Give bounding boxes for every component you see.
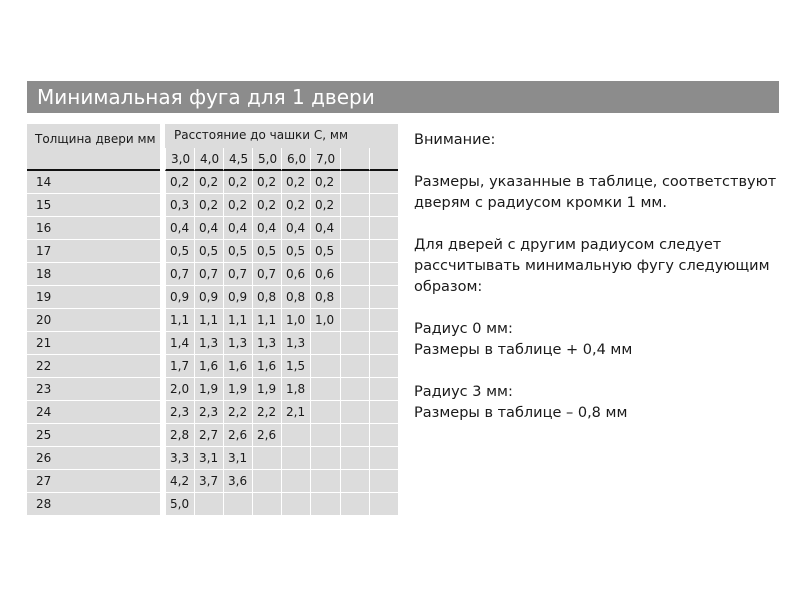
gap-value-cell: [310, 424, 340, 447]
empty-cell: [369, 447, 398, 470]
gap-value-cell: 1,6: [252, 355, 281, 378]
gap-value-cell: [310, 493, 340, 516]
radius-0-title: Радиус 0 мм:: [414, 321, 513, 337]
gap-value-cell: 1,3: [281, 332, 310, 355]
table-row: [27, 286, 398, 309]
gap-value-cell: 0,9: [165, 286, 194, 309]
distance-value: 6,0: [281, 148, 310, 171]
table-row: [27, 171, 398, 194]
table-row: [27, 470, 398, 493]
gap-value-cell: 0,2: [223, 171, 252, 194]
gap-value-cell: 1,3: [223, 332, 252, 355]
gap-value-cell: 1,8: [281, 378, 310, 401]
gap-value-cell: 1,6: [194, 355, 223, 378]
gap-value-cell: 0,7: [223, 263, 252, 286]
gap-value-cell: 1,9: [194, 378, 223, 401]
gap-value-cell: 0,5: [281, 240, 310, 263]
gap-table-grid: [27, 124, 398, 516]
gap-value-cell: 1,9: [252, 378, 281, 401]
notes-panel: [414, 130, 794, 445]
empty-cell: [369, 493, 398, 516]
table-row: [27, 263, 398, 286]
gap-value-cell: 2,1: [281, 401, 310, 424]
thickness-cell: 24: [27, 401, 160, 424]
gap-value-cell: 0,2: [252, 171, 281, 194]
thickness-cell: 21: [27, 332, 160, 355]
empty-cell: [369, 355, 398, 378]
gap-value-cell: 2,8: [165, 424, 194, 447]
note-line: Для дверей с другим радиусом следует: [414, 237, 722, 253]
empty-cell: [369, 263, 398, 286]
gap-value-cell: [310, 332, 340, 355]
gap-value-cell: [310, 355, 340, 378]
empty-cell: [369, 148, 398, 171]
gap-value-cell: 3,7: [194, 470, 223, 493]
radius-0-text: Размеры в таблице + 0,4 мм: [414, 342, 633, 358]
table-row: [27, 309, 398, 332]
empty-cell: [340, 309, 369, 332]
radius-3-text: Размеры в таблице – 0,8 мм: [414, 405, 628, 421]
note-line: рассчитывать минимальную фугу следующим: [414, 258, 770, 274]
gap-value-cell: 0,6: [310, 263, 340, 286]
note-line: Размеры, указанные в таблице, соответствуют: [414, 174, 777, 190]
page-title: Минимальная фуга для 1 двери: [27, 81, 779, 113]
gap-value-cell: 0,2: [223, 194, 252, 217]
thickness-cell: 14: [27, 171, 160, 194]
gap-value-cell: 1,1: [165, 309, 194, 332]
gap-value-cell: 1,3: [194, 332, 223, 355]
note-line: образом:: [414, 279, 483, 295]
gap-value-cell: 0,7: [252, 263, 281, 286]
distance-value: 4,5: [223, 148, 252, 171]
gap-value-cell: 0,7: [194, 263, 223, 286]
gap-value-cell: [281, 470, 310, 493]
table-row: [27, 493, 398, 516]
empty-cell: [340, 194, 369, 217]
gap-value-cell: 0,4: [165, 217, 194, 240]
gap-value-cell: 0,2: [281, 194, 310, 217]
gap-value-cell: [281, 493, 310, 516]
table-row: [27, 217, 398, 240]
gap-value-cell: [252, 470, 281, 493]
gap-value-cell: [252, 493, 281, 516]
thickness-cell: 23: [27, 378, 160, 401]
empty-cell: [369, 424, 398, 447]
empty-cell: [340, 332, 369, 355]
empty-cell: [340, 263, 369, 286]
thickness-cell: 28: [27, 493, 160, 516]
gap-value-cell: [310, 378, 340, 401]
empty-cell: [340, 286, 369, 309]
empty-cell: [369, 309, 398, 332]
empty-cell: [369, 240, 398, 263]
thickness-cell: 26: [27, 447, 160, 470]
radius-3-title: Радиус 3 мм:: [414, 384, 513, 400]
gap-value-cell: 0,2: [310, 171, 340, 194]
gap-value-cell: 1,1: [252, 309, 281, 332]
gap-value-cell: [281, 447, 310, 470]
thickness-cell: 18: [27, 263, 160, 286]
gap-value-cell: 0,9: [223, 286, 252, 309]
empty-cell: [340, 493, 369, 516]
gap-value-cell: 4,2: [165, 470, 194, 493]
gap-value-cell: [194, 493, 223, 516]
empty-cell: [369, 171, 398, 194]
table-row: [27, 424, 398, 447]
empty-cell: [340, 171, 369, 194]
gap-value-cell: 2,3: [165, 401, 194, 424]
table-row: [27, 332, 398, 355]
empty-cell: [340, 424, 369, 447]
gap-value-cell: [252, 447, 281, 470]
gap-value-cell: 0,2: [194, 171, 223, 194]
distance-value: 4,0: [194, 148, 223, 171]
thickness-cell: 25: [27, 424, 160, 447]
table-row: [27, 355, 398, 378]
gap-value-cell: 1,9: [223, 378, 252, 401]
thickness-cell: 15: [27, 194, 160, 217]
gap-value-cell: 2,6: [223, 424, 252, 447]
gap-value-cell: 1,6: [223, 355, 252, 378]
gap-value-cell: 0,2: [281, 171, 310, 194]
table-row: [27, 447, 398, 470]
empty-cell: [340, 240, 369, 263]
empty-cell: [340, 447, 369, 470]
empty-cell: [340, 401, 369, 424]
gap-value-cell: 2,7: [194, 424, 223, 447]
gap-value-cell: 3,1: [194, 447, 223, 470]
gap-value-cell: [310, 447, 340, 470]
notes-heading: Внимание:: [414, 132, 496, 148]
empty-cell: [340, 217, 369, 240]
gap-value-cell: 1,0: [310, 309, 340, 332]
gap-value-cell: 0,5: [223, 240, 252, 263]
empty-cell: [369, 194, 398, 217]
empty-cell: [340, 378, 369, 401]
gap-value-cell: 1,5: [281, 355, 310, 378]
thickness-cell: 27: [27, 470, 160, 493]
gap-value-cell: 5,0: [165, 493, 194, 516]
empty-cell: [340, 355, 369, 378]
thickness-cell: 16: [27, 217, 160, 240]
gap-value-cell: 0,2: [194, 194, 223, 217]
empty-cell: [369, 286, 398, 309]
gap-value-cell: 0,2: [252, 194, 281, 217]
gap-table: [27, 124, 395, 516]
empty-cell: [369, 378, 398, 401]
gap-value-cell: 0,5: [252, 240, 281, 263]
gap-value-cell: 0,2: [310, 194, 340, 217]
table-row: [27, 401, 398, 424]
gap-value-cell: 0,4: [281, 217, 310, 240]
gap-value-cell: 0,7: [165, 263, 194, 286]
gap-value-cell: 0,2: [165, 171, 194, 194]
gap-value-cell: 0,5: [165, 240, 194, 263]
gap-value-cell: 0,8: [281, 286, 310, 309]
gap-value-cell: 1,7: [165, 355, 194, 378]
gap-value-cell: 0,5: [194, 240, 223, 263]
gap-value-cell: 0,9: [194, 286, 223, 309]
gap-value-cell: 2,2: [223, 401, 252, 424]
distance-header: Расстояние до чашки С, мм: [165, 124, 398, 148]
empty-cell: [340, 148, 369, 171]
gap-value-cell: 0,5: [310, 240, 340, 263]
distance-value: 7,0: [310, 148, 340, 171]
distance-value: 3,0: [165, 148, 194, 171]
gap-value-cell: 0,8: [252, 286, 281, 309]
empty-cell: [369, 217, 398, 240]
empty-cell: [340, 470, 369, 493]
gap-value-cell: 2,3: [194, 401, 223, 424]
gap-value-cell: 2,2: [252, 401, 281, 424]
gap-value-cell: 3,6: [223, 470, 252, 493]
gap-value-cell: [223, 493, 252, 516]
gap-value-cell: [310, 470, 340, 493]
thickness-cell: 22: [27, 355, 160, 378]
empty-cell: [369, 470, 398, 493]
distance-value: 5,0: [252, 148, 281, 171]
thickness-cell: 20: [27, 309, 160, 332]
gap-value-cell: 0,4: [310, 217, 340, 240]
gap-value-cell: 0,8: [310, 286, 340, 309]
gap-value-cell: 0,3: [165, 194, 194, 217]
table-row: [27, 240, 398, 263]
gap-value-cell: 1,1: [223, 309, 252, 332]
table-row: [27, 378, 398, 401]
thickness-header: Толщина двери мм: [27, 124, 160, 148]
note-line: дверям с радиусом кромки 1 мм.: [414, 195, 667, 211]
thickness-cell: 19: [27, 286, 160, 309]
gap-value-cell: 1,0: [281, 309, 310, 332]
thickness-cell: 17: [27, 240, 160, 263]
gap-value-cell: 0,4: [223, 217, 252, 240]
gap-value-cell: 0,4: [252, 217, 281, 240]
gap-value-cell: 1,1: [194, 309, 223, 332]
gap-value-cell: 0,6: [281, 263, 310, 286]
gap-value-cell: 1,4: [165, 332, 194, 355]
gap-value-cell: 2,0: [165, 378, 194, 401]
empty-cell: [369, 332, 398, 355]
empty-cell: [369, 401, 398, 424]
table-row: [27, 194, 398, 217]
gap-value-cell: [281, 424, 310, 447]
gap-value-cell: 3,1: [223, 447, 252, 470]
gap-value-cell: 0,4: [194, 217, 223, 240]
gap-value-cell: 1,3: [252, 332, 281, 355]
gap-value-cell: 2,6: [252, 424, 281, 447]
gap-value-cell: 3,3: [165, 447, 194, 470]
gap-value-cell: [310, 401, 340, 424]
